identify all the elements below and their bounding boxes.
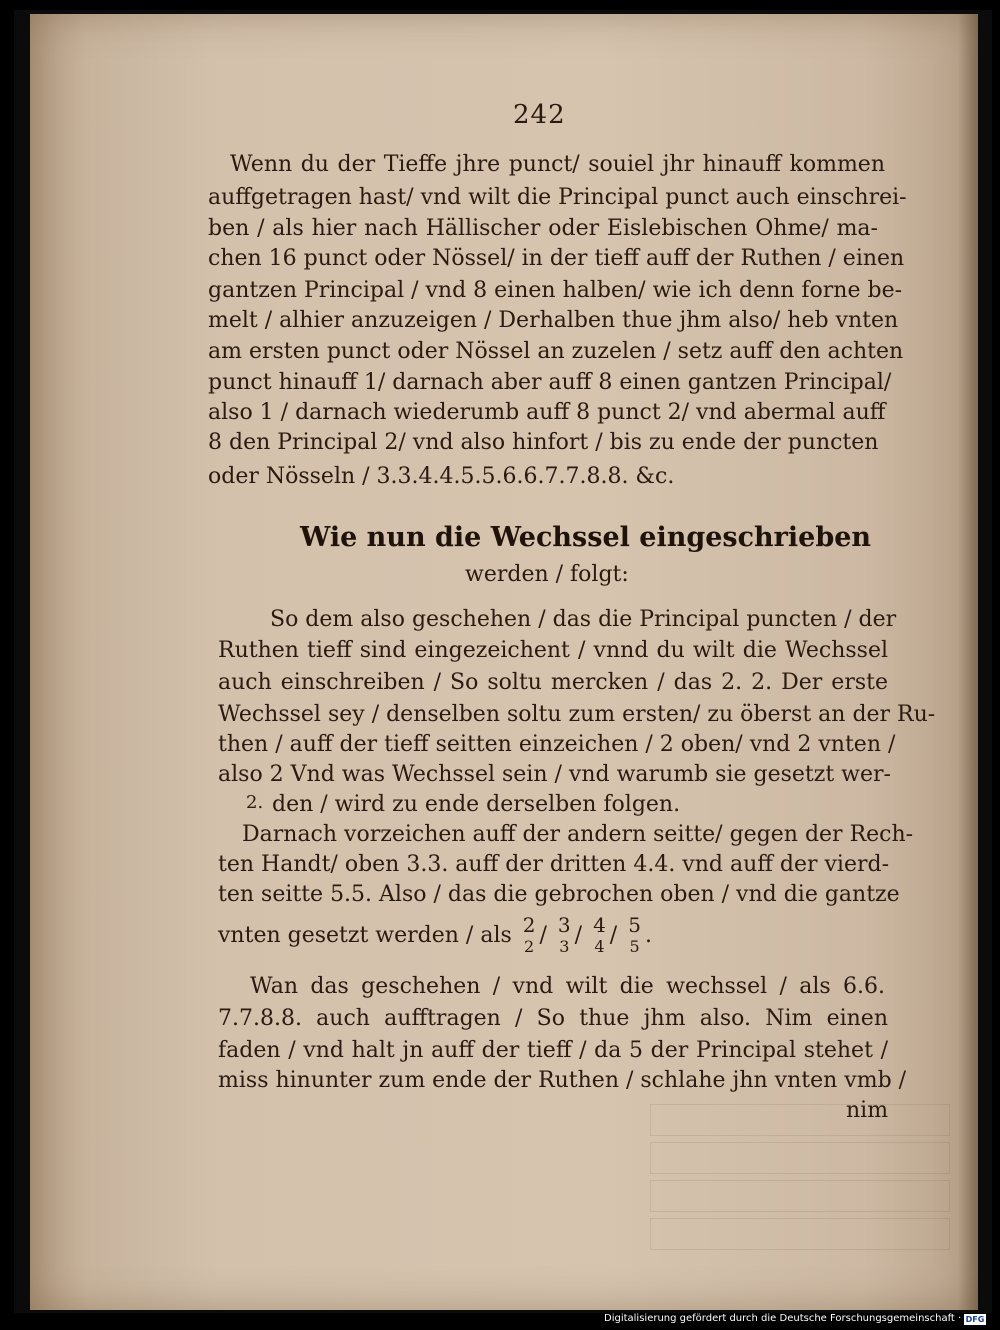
page-number: 242: [513, 100, 566, 130]
text-line: Wechssel sey / denselben soltu zum ersten/ zu öberst an der Ru-: [218, 702, 936, 727]
fraction: 5 5: [628, 913, 641, 956]
text-line: ben / als hier nach Hällischer oder Eislebischen Ohme/ ma-: [208, 216, 878, 241]
text-line: punct hinauff 1/ darnach aber auff 8 einen gantzen Principal/: [208, 370, 892, 395]
text-line: also 2 Vnd was Wechssel sein / vnd warumb sie gesetzt wer-: [218, 762, 891, 787]
text-line: gantzen Principal / vnd 8 einen halben/ wie ich denn forne be-: [208, 278, 903, 303]
text-line: So dem also geschehen / das die Principal puncten / der: [270, 607, 897, 632]
margin-numeral: 2.: [246, 792, 264, 813]
dfg-logo: DFG: [965, 1315, 985, 1324]
text-line: Wenn du der Tieffe jhre punct/ souiel jhr hinauff kommen: [230, 152, 885, 177]
text-line: miss hinunter zum ende der Ruthen / schlahe jhn vnten vmb /: [218, 1068, 907, 1093]
text-line: 7.7.8.8. auch aufftragen / So thue jhm also. Nim einen: [218, 1006, 888, 1031]
text-line: also 1 / darnach wiederumb auff 8 punct 2/ vnd abermal auff: [208, 400, 886, 425]
text-line: auch einschreiben / So soltu mercken / das 2. 2. Der erste: [218, 670, 888, 695]
text-line: Wan das geschehen / vnd wilt die wechssel / als 6.6.: [250, 974, 885, 999]
fraction: 2 2: [522, 913, 536, 956]
text-line: Ruthen tieff sind eingezeichent / vnnd du wilt die Wechssel: [218, 638, 888, 663]
fraction: 3 3: [557, 913, 571, 956]
text-line: auffgetragen hast/ vnd wilt die Principal punct auch einschrei-: [208, 185, 907, 210]
text-line: vnten gesetzt werden / als: [218, 923, 512, 948]
text-line: faden / vnd halt jn auff der tieff / da 5 der Principal stehet /: [218, 1038, 888, 1063]
text-line: chen 16 punct oder Nössel/ in der tieff auff der Ruthen / einen: [208, 246, 905, 271]
fraction-line: vnten gesetzt werden / als 2 2 / 3 3 / 4 4 / 5 5 .: [218, 913, 652, 956]
text-line: 8 den Principal 2/ vnd also hinfort / bis zu ende der puncten: [208, 430, 879, 455]
section-heading: Wie nun die Wechssel eingeschrieben: [300, 522, 872, 553]
text-line: am ersten punct oder Nössel an zuzelen / setz auff den achten: [208, 339, 904, 364]
catchword: nim: [846, 1098, 889, 1123]
digitization-credit: Digitalisierung gefördert durch die Deutsche Forschungsgemeinschaft ·: [604, 1313, 962, 1324]
text-line: Darnach vorzeichen auff der andern seitte/ gegen der Rech-: [242, 822, 914, 847]
text-line: melt / alhier anzuzeigen / Derhalben thue jhm also/ heb vnten: [208, 308, 899, 333]
fraction: 4 4: [593, 913, 606, 956]
text-line: den / wird zu ende derselben folgen.: [272, 792, 681, 817]
section-subheading: werden / folgt:: [465, 562, 629, 587]
text-line: then / auff der tieff seitten einzeichen / 2 oben/ vnd 2 vnten /: [218, 732, 896, 757]
bleed-through-table: [650, 1104, 950, 1264]
text-line: ten seitte 5.5. Also / das die gebrochen oben / vnd die gantze: [218, 882, 900, 907]
text-line: oder Nösseln / 3.3.4.4.5.5.6.6.7.7.8.8. &c.: [208, 464, 675, 489]
left-black-margin: [0, 0, 8, 1330]
text-line: ten Handt/ oben 3.3. auff der dritten 4.4. vnd auff der vierd-: [218, 852, 890, 877]
